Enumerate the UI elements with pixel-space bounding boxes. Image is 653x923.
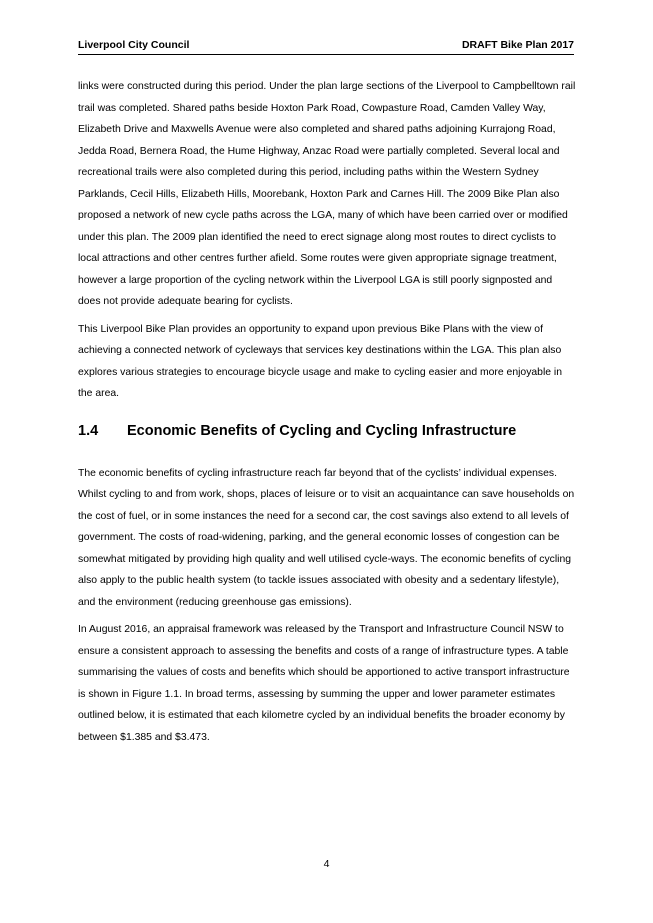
page-body [78, 76, 576, 754]
page-header [78, 36, 574, 55]
paragraph-2: This Liverpool Bike Plan provides an opportunity to expand upon previous Bike Plans with the view of achieving a connected network of cycleways that services key destinations within the LGA. This plan also explores various strategies to encourage bicycle usage and make to cycling easier and more enjoyable in the area. [78, 323, 563, 399]
header-organisation: Liverpool City Council [78, 39, 190, 51]
section-heading [78, 421, 576, 441]
section-title: Economic Benefits of Cycling and Cycling Infrastructure [127, 422, 517, 439]
page-number: 4 [323, 858, 330, 870]
paragraph-1: links were constructed during this period. Under the plan large sections of the Liverpool to Campbelltown rail trail was completed. Shared paths beside Hoxton Park Road, Cowpasture Road, Camden Valley Way, Elizabeth Drive and Maxwells Avenue were also completed and shared paths adjoining Kurrajong Road, Jedda Road, Bernera Road, the Hume Highway, Anzac Road were partially completed. Several local and recreational trails were also completed during this period, including paths within the Western Sydney Parklands, Cecil Hills, Elizabeth Hills, Moorebank, Hoxton Park and Carnes Hill. The 2009 Bike Plan also proposed a network of new cycle paths across the LGA, many of which have been carried over or modified under this plan. The 2009 plan identified the need to erect signage along most routes to direct cyclists to local attractions and other centres further afield. Some routes were given appropriate signage treatment, however a large proportion of the cycling network within the Liverpool LGA is still poorly signposted and does not provide adequate bearing for cyclists. [78, 81, 576, 307]
paragraph-3: The economic benefits of cycling infrastructure reach far beyond that of the cyclists’ individual expenses. Whilst cycling to and from work, shops, places of leisure or to visit an acquaintance can save households on the cost of fuel, or in some instances the need for a second car, the cost savings also extend to all levels of government. The costs of road-widening, parking, and the general economic losses of congestion can be somewhat mitigated by providing high quality and well utilised cycle-ways. The economic benefits of cycling also apply to the public health system (to tackle issues associated with obesity and a sedentary lifestyle), and the environment (reducing greenhouse gas emissions). [78, 467, 575, 608]
paragraph-4: In August 2016, an appraisal framework was released by the Transport and Infrastructure Council NSW to ensure a consistent approach to assessing the benefits and costs of a range of infrastructure types. A table summarising the values of costs and benefits which should be apportioned to active transport infrastructure is shown in Figure 1.1. In broad terms, assessing by summing the upper and lower parameter estimates outlined below, it is estimated that each kilometre cycled by an individual benefits the broader economy by between $1.385 and $3.473. [78, 624, 570, 743]
section-number: 1.4 [78, 422, 99, 439]
header-document-title: DRAFT Bike Plan 2017 [461, 39, 574, 51]
